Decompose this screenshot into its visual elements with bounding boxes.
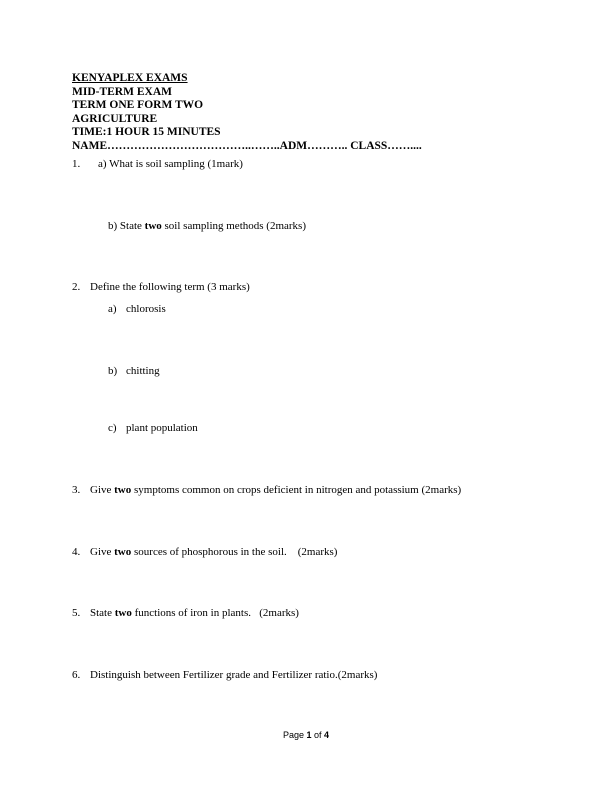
term-text: chlorosis [126, 303, 166, 315]
question-number: 3. [72, 484, 81, 496]
exam-term: TERM ONE FORM TWO [72, 99, 204, 112]
question-4 [72, 545, 337, 559]
question-number: 4. [72, 546, 81, 558]
page-label: Page [282, 730, 307, 740]
sub-label: b) [108, 365, 118, 377]
question-3 [72, 483, 461, 497]
sub-label: c) [108, 422, 117, 434]
sub-label: a) [108, 303, 117, 315]
question-text: b) State [108, 220, 145, 232]
question-1a [72, 157, 243, 171]
exam-brand: KENYAPLEX EXAMS [72, 72, 188, 84]
question-2b [108, 364, 160, 378]
question-text: Define the following term (3 marks) [90, 281, 250, 293]
question-text: soil sampling methods (2marks) [161, 220, 306, 232]
question-text: sources of phosphorous in the soil. (2marks) [131, 546, 338, 558]
question-text: functions of iron in plants. (2marks) [131, 607, 299, 619]
question-1b [108, 219, 306, 233]
exam-subject: AGRICULTURE [72, 112, 158, 125]
page-total: 4 [324, 730, 330, 740]
exam-time: TIME:1 HOUR 15 MINUTES [72, 126, 221, 139]
emphasis: two [114, 546, 132, 558]
emphasis: two [114, 484, 132, 496]
question-text: a) What is soil sampling (1mark) [98, 158, 243, 170]
question-number: 1. [72, 158, 81, 170]
emphasis: two [114, 607, 132, 619]
question-number: 5. [72, 607, 81, 619]
question-text: Give [90, 484, 115, 496]
question-text: symptoms common on crops deficient in nitrogen and potassium (2marks) [131, 484, 462, 496]
question-2c [108, 421, 198, 435]
term-text: plant population [126, 422, 198, 434]
question-2a [108, 302, 166, 316]
term-text: chitting [126, 365, 160, 377]
question-number: 2. [72, 281, 81, 293]
page-footer [0, 730, 612, 740]
question-text: Distinguish between Fertilizer grade and Fertilizer ratio.(2marks) [90, 669, 378, 681]
exam-header [72, 72, 422, 154]
page-label: of [311, 730, 325, 740]
student-details-line: NAME………………………………..……..ADM……….. CLASS…….... [72, 139, 422, 152]
question-6 [72, 668, 377, 682]
emphasis: two [144, 220, 162, 232]
question-number: 6. [72, 669, 81, 681]
question-2 [72, 280, 250, 294]
question-text: Give [90, 546, 115, 558]
question-5 [72, 606, 299, 620]
page-current: 1 [306, 730, 312, 740]
question-text: State [90, 607, 115, 619]
exam-type: MID-TERM EXAM [72, 85, 172, 98]
